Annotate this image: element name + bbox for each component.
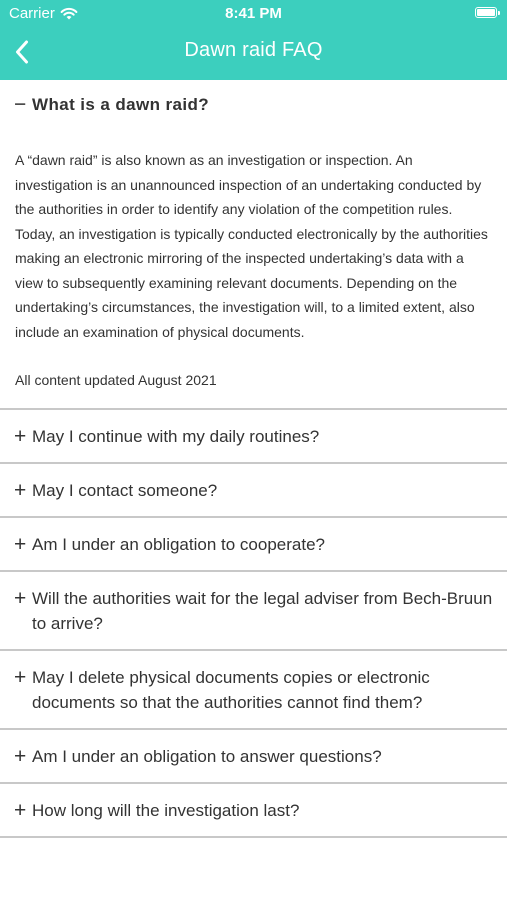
faq-question-text: What is a dawn raid? xyxy=(32,95,210,114)
faq-list xyxy=(0,80,507,838)
faq-item[interactable] xyxy=(0,518,507,572)
plus-icon: + xyxy=(14,478,27,502)
minus-icon: − xyxy=(14,93,27,116)
faq-question-toggle[interactable] xyxy=(0,80,507,117)
status-bar xyxy=(0,0,507,26)
faq-question-text: How long will the investigation last? xyxy=(32,800,300,820)
faq-question-toggle[interactable] xyxy=(0,464,507,516)
plus-icon: + xyxy=(14,744,27,768)
plus-icon: + xyxy=(14,798,27,822)
plus-icon: + xyxy=(14,424,27,448)
faq-question-toggle[interactable] xyxy=(0,572,507,649)
faq-answer xyxy=(0,117,507,408)
faq-answer-paragraph: Today, an investigation is typically conducted electronically by the authorities making an electronic mirroring of the inspected undertaking’s data with a view to subsequently examining relevant documents. Depending on the undertaking’s circumstances, the investigation will, to a limited extent, also include an examination of physical documents. xyxy=(15,225,488,340)
status-time: 8:41 PM xyxy=(225,5,282,22)
faq-question-toggle[interactable] xyxy=(0,651,507,728)
faq-item[interactable] xyxy=(0,784,507,838)
faq-question-toggle[interactable] xyxy=(0,518,507,570)
content-updated-note: All content updated August 2021 xyxy=(15,372,217,388)
faq-item-expanded xyxy=(0,80,507,410)
faq-item[interactable] xyxy=(0,572,507,651)
faq-question-text: Am I under an obligation to cooperate? xyxy=(32,534,325,554)
faq-question-text: May I contact someone? xyxy=(32,480,218,500)
faq-question-toggle[interactable] xyxy=(0,784,507,836)
faq-question-text: Am I under an obligation to answer questions? xyxy=(32,746,382,766)
faq-item[interactable] xyxy=(0,730,507,784)
faq-question-text: Will the authorities wait for the legal adviser from Bech-Bruun to arrive? xyxy=(32,588,493,633)
app-header xyxy=(0,0,507,80)
navigation-bar xyxy=(0,30,507,74)
faq-question-text: May I continue with my daily routines? xyxy=(32,426,320,446)
plus-icon: + xyxy=(14,586,27,610)
faq-answer-paragraph: A “dawn raid” is also known as an investigation or inspection. An investigation is an unannounced inspection of an undertaking conducted by the authorities in order to identify any violation of the competition rules. xyxy=(15,152,482,217)
faq-item[interactable] xyxy=(0,410,507,464)
faq-item[interactable] xyxy=(0,464,507,518)
faq-question-toggle[interactable] xyxy=(0,410,507,462)
carrier-label: Carrier xyxy=(9,5,55,22)
plus-icon: + xyxy=(14,665,27,689)
faq-question-toggle[interactable] xyxy=(0,730,507,782)
page-title: Dawn raid FAQ xyxy=(184,39,323,61)
faq-question-text: May I delete physical documents copies or electronic documents so that the authorities cannot find them? xyxy=(32,667,430,712)
faq-item[interactable] xyxy=(0,651,507,730)
plus-icon: + xyxy=(14,532,27,556)
battery-level xyxy=(477,9,495,16)
battery-icon xyxy=(475,7,497,18)
